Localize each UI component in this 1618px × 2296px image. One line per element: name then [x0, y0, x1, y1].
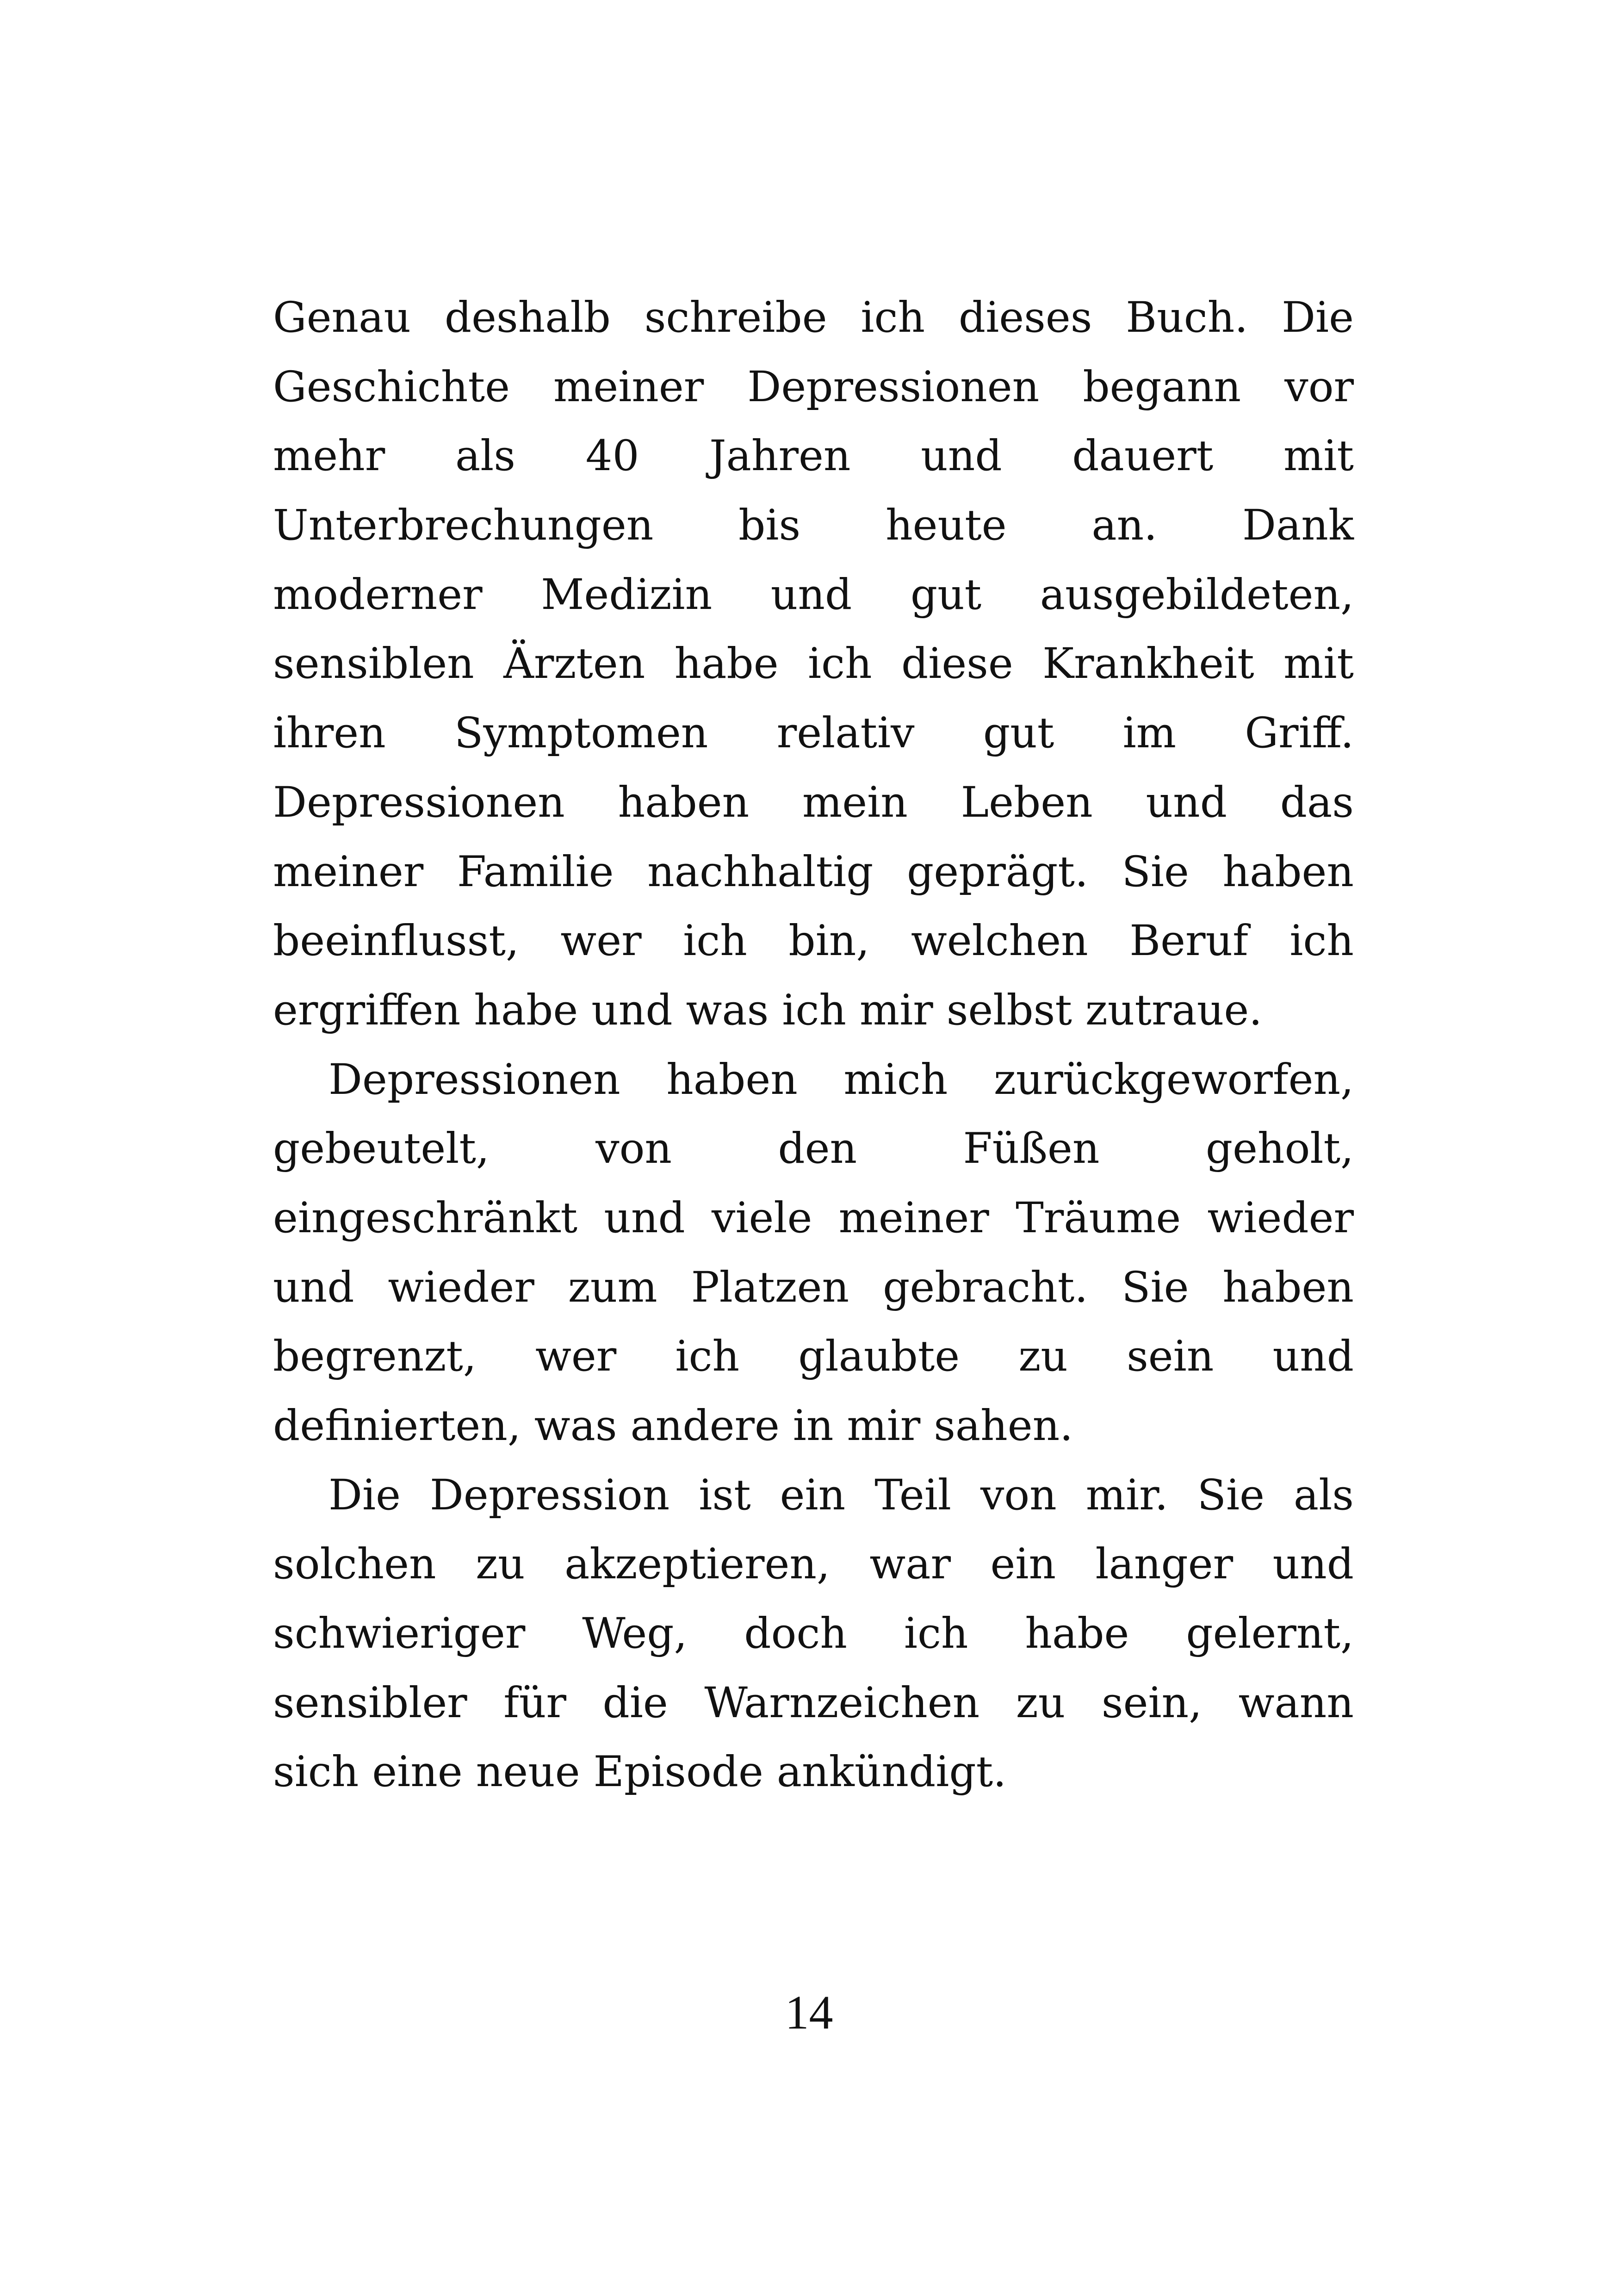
text-line: mehr als 40 Jahren und dauert mit	[273, 432, 1354, 481]
text-line: sensiblen Ärzten habe ich diese Krankheit mit	[273, 639, 1354, 689]
text-line: definierten, was andere in mir sahen.	[273, 1402, 1073, 1450]
text-line: solchen zu akzeptieren, war ein langer und	[273, 1540, 1354, 1589]
text-line: Die Depression ist ein Teil von mir. Sie als	[329, 1471, 1354, 1520]
text-line: Depressionen haben mich zurückgeworfen,	[329, 1055, 1354, 1104]
text-line: Unterbrechungen bis heute an. Dank	[273, 501, 1354, 550]
text-line: Geschichte meiner Depressionen begann vor	[273, 362, 1354, 411]
text-line: moderner Medizin und gut ausgebildeten,	[273, 570, 1354, 619]
text-line: ergriffen habe und was ich mir selbst zutraue.	[273, 986, 1263, 1035]
text-line: schwieriger Weg, doch ich habe gelernt,	[273, 1609, 1354, 1658]
body-text	[273, 283, 1354, 1807]
text-line: sensibler für die Warnzeichen zu sein, wann	[273, 1678, 1354, 1727]
paragraph-1	[273, 283, 1354, 1045]
text-line: Genau deshalb schreibe ich dieses Buch. Die	[273, 293, 1354, 342]
text-line: gebeutelt, von den Füßen geholt,	[273, 1124, 1354, 1173]
text-line: begrenzt, wer ich glaubte zu sein und	[273, 1332, 1354, 1381]
text-line: beeinflusst, wer ich bin, welchen Beruf ich	[273, 917, 1354, 966]
text-line: und wieder zum Platzen gebracht. Sie haben	[273, 1263, 1354, 1312]
text-line: eingeschränkt und viele meiner Träume wieder	[273, 1193, 1354, 1242]
text-line: meiner Familie nachhaltig geprägt. Sie haben	[273, 847, 1354, 896]
page-number: 14	[785, 1986, 833, 2039]
paragraph-2	[273, 1045, 1354, 1461]
paragraph-3	[273, 1461, 1354, 1807]
text-line: sich eine neue Episode ankündigt.	[273, 1748, 1007, 1797]
text-line: Depressionen haben mein Leben und das	[273, 778, 1354, 827]
text-line: ihren Symptomen relativ gut im Griff.	[273, 709, 1354, 758]
